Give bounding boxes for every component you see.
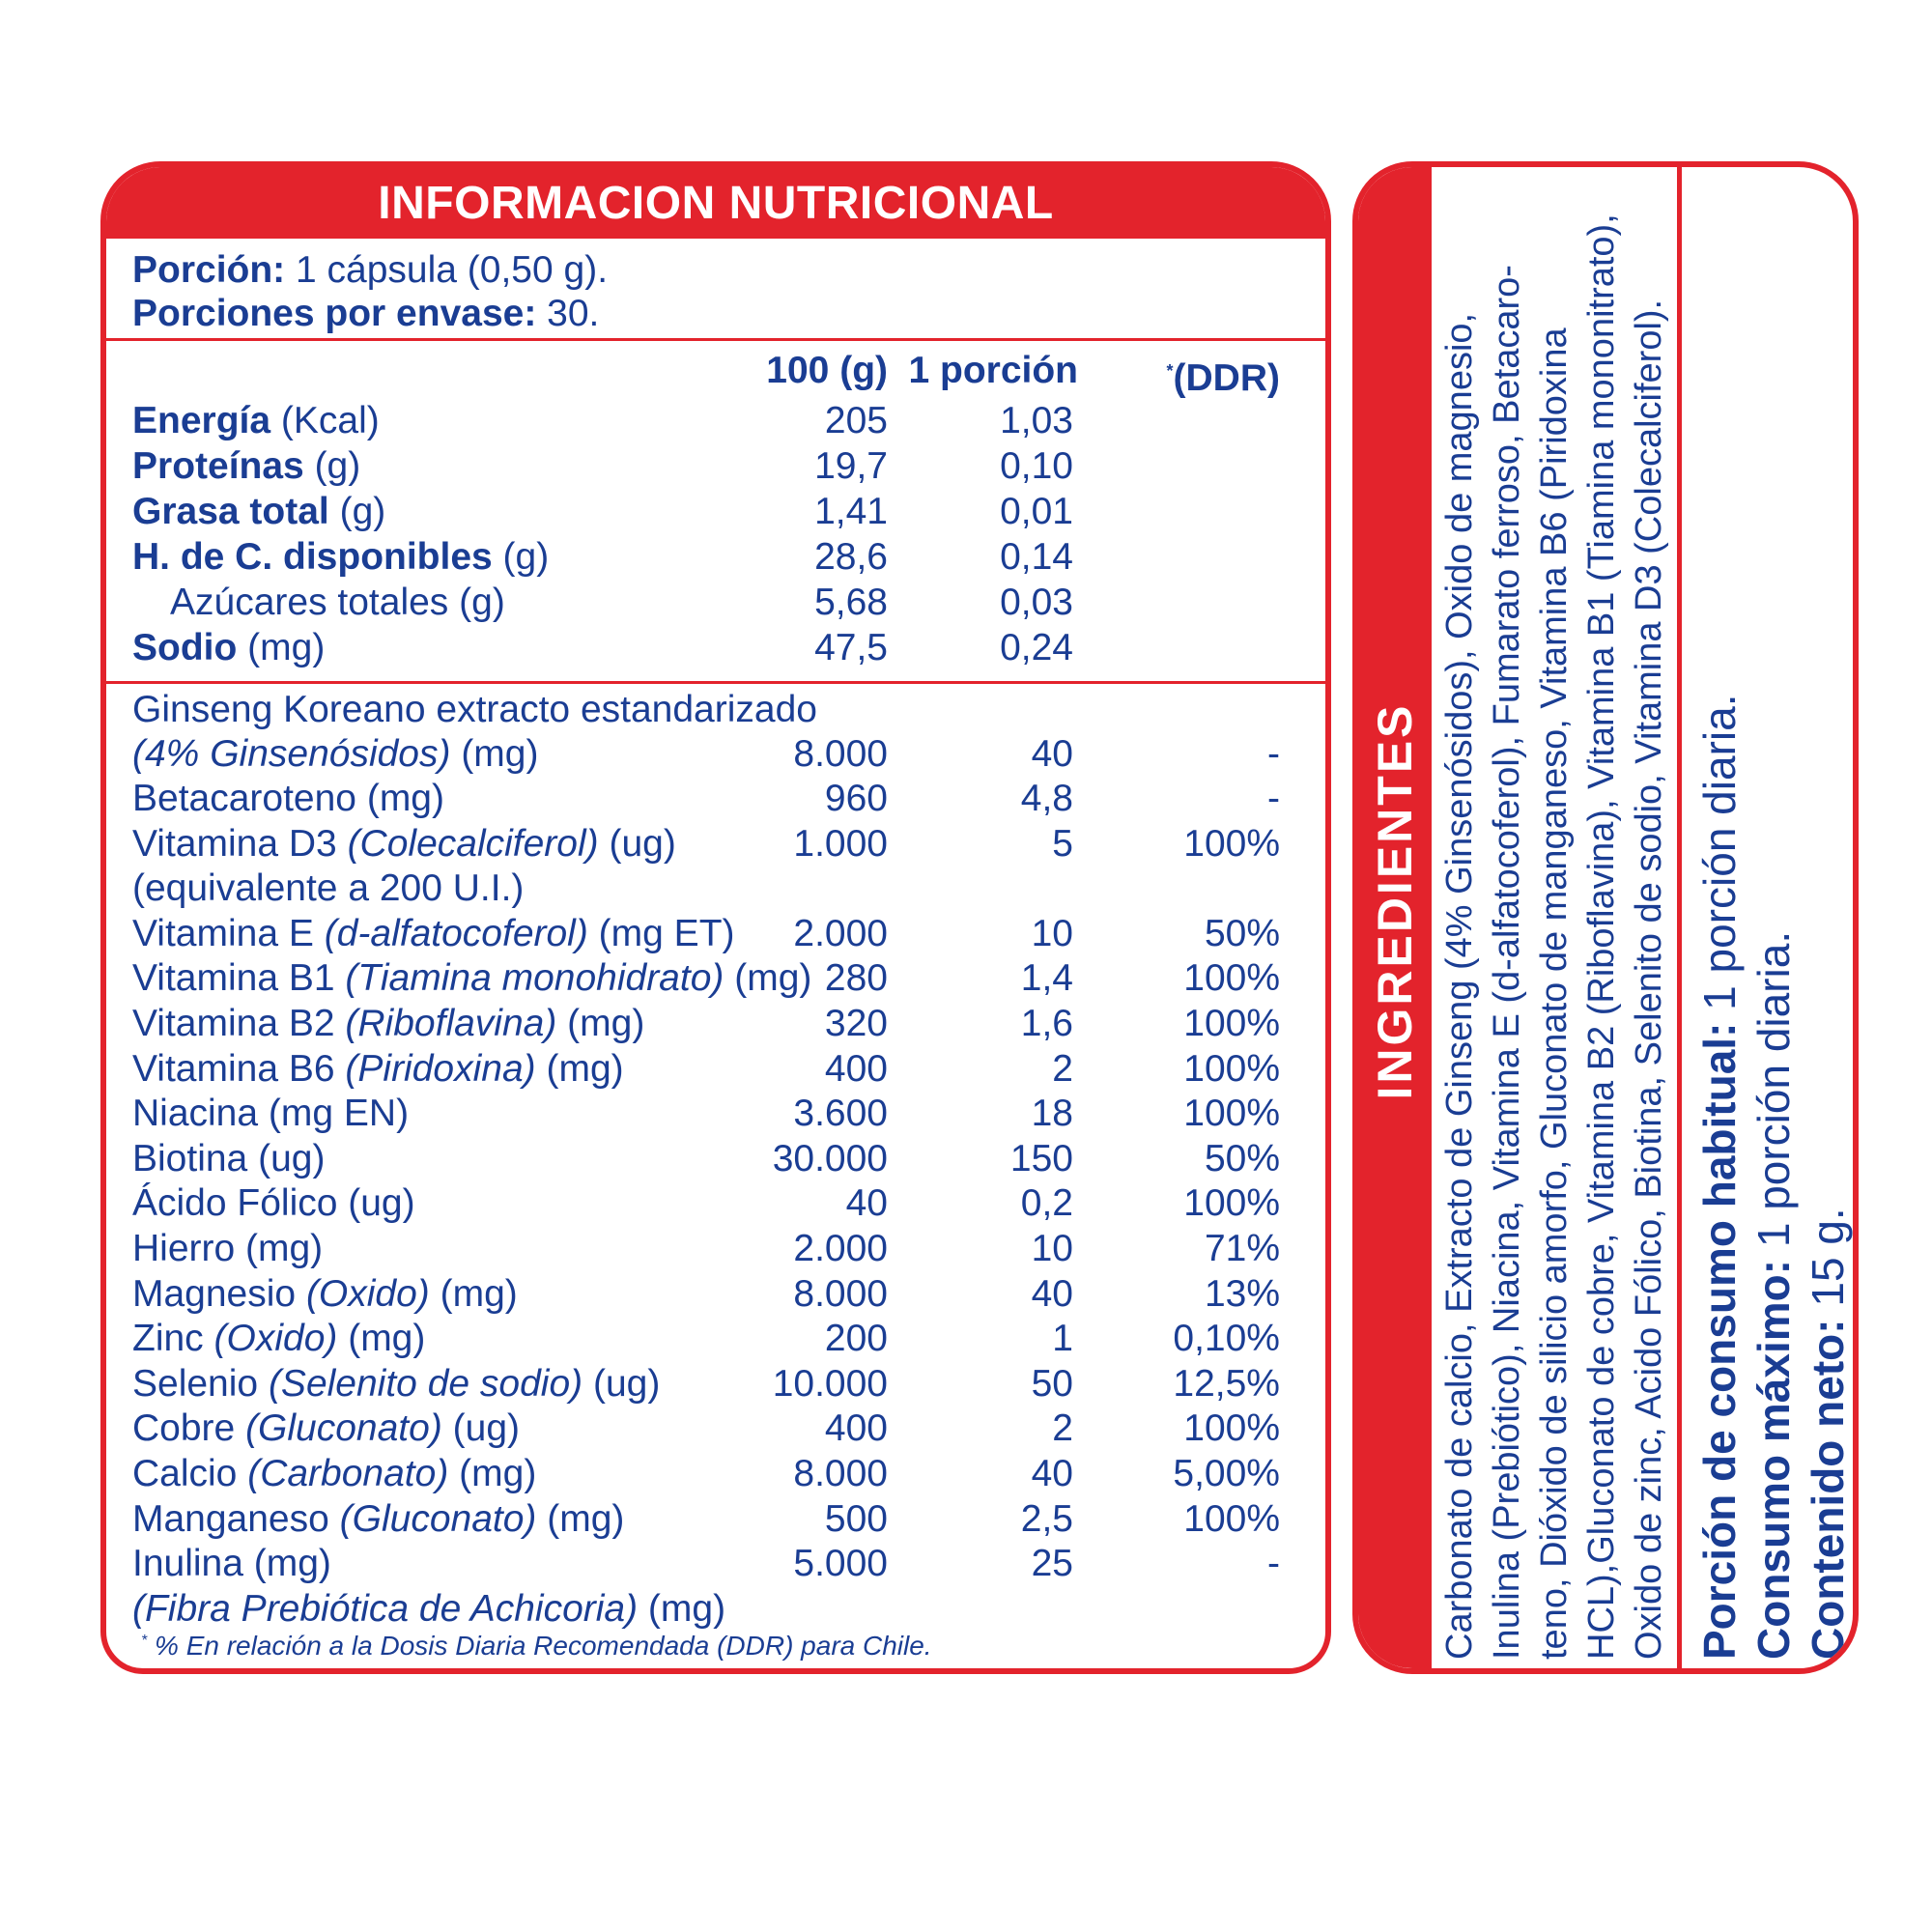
micro-unit: (mg) bbox=[638, 1587, 726, 1630]
macro-name: H. de C. disponibles bbox=[132, 536, 493, 578]
micro-italic: (d-alfatocoferol) bbox=[324, 912, 588, 954]
macro-portion: 1,03 bbox=[1000, 400, 1073, 441]
micro-ddr: 100% bbox=[1183, 1182, 1280, 1225]
column-100g: 100 (g) bbox=[766, 350, 888, 391]
micro-name: Cobre bbox=[132, 1407, 246, 1450]
micro-100g: 320 bbox=[824, 1003, 888, 1044]
portion-info bbox=[106, 239, 1325, 341]
micro-portion: 150 bbox=[1009, 1137, 1073, 1179]
net-label: Contenido neto: bbox=[1803, 1319, 1853, 1660]
macro-row bbox=[106, 399, 1325, 443]
ginseng-sublabel bbox=[132, 732, 538, 777]
macro-portion: 0,14 bbox=[1000, 536, 1073, 578]
macro-name: Energía bbox=[132, 400, 271, 441]
micro-row bbox=[106, 867, 1325, 911]
micro-italic: (Selenito de sodio) bbox=[268, 1362, 583, 1405]
column-portion: 1 porción bbox=[908, 350, 1078, 391]
micro-row bbox=[106, 1497, 1325, 1542]
micro-label bbox=[132, 1497, 624, 1542]
micro-name: Hierro (mg) bbox=[132, 1228, 324, 1269]
macro-label bbox=[170, 581, 505, 625]
ingredients-title: INGREDIENTES bbox=[1368, 702, 1422, 1100]
micro-name: Inulina (mg) bbox=[132, 1543, 331, 1585]
ginseng-row-1 bbox=[106, 688, 1325, 732]
micro-ddr: 100% bbox=[1183, 822, 1280, 865]
micro-unit: (mg) bbox=[535, 1047, 624, 1090]
micro-name: Vitamina E bbox=[132, 912, 325, 954]
micro-row bbox=[106, 1406, 1325, 1451]
footnote-asterisk: * bbox=[141, 1633, 148, 1649]
macro-name: Grasa total bbox=[132, 491, 329, 532]
max-consumption-line bbox=[1747, 931, 1801, 1660]
ginseng-ddr: - bbox=[1267, 733, 1280, 775]
micro-row bbox=[106, 777, 1325, 821]
micro-ddr: 100% bbox=[1183, 1497, 1280, 1540]
micro-label bbox=[132, 956, 811, 1001]
micro-italic: (Oxido) bbox=[213, 1318, 338, 1360]
macro-portion: 0,24 bbox=[1000, 627, 1073, 668]
micro-100g: 500 bbox=[824, 1497, 888, 1540]
macronutrients-section bbox=[106, 341, 1325, 684]
micro-italic: (Riboflavina) bbox=[345, 1003, 557, 1044]
macro-unit: (Kcal) bbox=[270, 400, 380, 441]
ginseng-portion: 40 bbox=[1031, 733, 1073, 775]
micro-row bbox=[106, 1002, 1325, 1046]
micro-ddr: 100% bbox=[1183, 1047, 1280, 1090]
micro-portion: 10 bbox=[1031, 912, 1073, 954]
nutrition-facts-panel bbox=[100, 161, 1331, 1674]
macro-portion: 0,03 bbox=[1000, 582, 1073, 623]
micro-name: Manganeso bbox=[132, 1497, 340, 1540]
micro-ddr: 100% bbox=[1183, 957, 1280, 1000]
micro-portion: 40 bbox=[1031, 1272, 1073, 1315]
macro-portion: 0,01 bbox=[1000, 491, 1073, 532]
micro-italic: (Tiamina monohidrato) bbox=[345, 957, 724, 1000]
net-value: 15 g. bbox=[1803, 1208, 1853, 1320]
micro-label bbox=[132, 1406, 520, 1451]
micro-label bbox=[132, 1587, 725, 1632]
micro-portion: 1 bbox=[1052, 1318, 1073, 1360]
micro-italic: (Piridoxina) bbox=[345, 1047, 536, 1090]
micro-unit: (mg) bbox=[556, 1003, 645, 1044]
micro-name: Vitamina D3 bbox=[132, 822, 348, 865]
micro-label bbox=[132, 1092, 409, 1136]
micro-portion: 25 bbox=[1031, 1543, 1073, 1585]
micro-ddr: 100% bbox=[1183, 1003, 1280, 1044]
macro-100g: 47,5 bbox=[814, 627, 888, 668]
macro-100g: 19,7 bbox=[814, 445, 888, 487]
micro-name: Vitamina B1 bbox=[132, 957, 346, 1000]
macro-unit: (g) bbox=[328, 491, 386, 532]
habitual-value: 1 porción diaria. bbox=[1694, 694, 1745, 1023]
macro-label bbox=[132, 444, 360, 489]
micro-row bbox=[106, 1362, 1325, 1406]
ddr-footnote bbox=[141, 1631, 932, 1662]
micro-portion: 4,8 bbox=[1020, 778, 1073, 819]
micro-unit: (mg) bbox=[448, 1453, 537, 1494]
micro-row bbox=[106, 1587, 1325, 1632]
micro-name: Calcio bbox=[132, 1453, 248, 1494]
micro-row bbox=[106, 1272, 1325, 1317]
micro-portion: 40 bbox=[1031, 1453, 1073, 1494]
micro-label bbox=[132, 1362, 660, 1406]
micro-label bbox=[132, 1542, 331, 1586]
micro-label bbox=[132, 1227, 323, 1271]
macro-100g: 28,6 bbox=[814, 536, 888, 578]
column-header-row bbox=[106, 349, 1325, 399]
macro-label bbox=[132, 626, 325, 670]
micro-row bbox=[106, 822, 1325, 867]
ingredients-line-5: Oxido de zinc, Acido Fólico, Biotina, Selenito de sodio, Vitamina D3 (Colecalciferol). bbox=[1629, 298, 1669, 1660]
macro-name: Azúcares totales (g) bbox=[170, 582, 505, 623]
ingredients-line-4: HCL),Gluconato de cobre, Vitamina B2 (Riboflavina), Vitamina B1 (Tiamina mononitrato), bbox=[1581, 213, 1622, 1660]
micro-100g: 5.000 bbox=[793, 1543, 888, 1585]
macro-100g: 5,68 bbox=[814, 582, 888, 623]
micro-ddr: 13% bbox=[1204, 1272, 1280, 1315]
macro-row bbox=[106, 626, 1325, 670]
micro-unit: (ug) bbox=[441, 1407, 521, 1450]
ginseng-100g: 8.000 bbox=[793, 733, 888, 775]
micro-100g: 400 bbox=[824, 1407, 888, 1450]
macro-unit: (g) bbox=[303, 445, 361, 487]
micro-100g: 2.000 bbox=[793, 912, 888, 954]
micro-italic: (Gluconato) bbox=[245, 1407, 442, 1450]
micro-italic: (Colecalciferol) bbox=[347, 822, 599, 865]
micro-100g: 280 bbox=[824, 957, 888, 1000]
micro-unit: (ug) bbox=[598, 822, 676, 865]
micro-row bbox=[106, 1452, 1325, 1496]
macro-label bbox=[132, 490, 385, 534]
micro-100g: 2.000 bbox=[793, 1228, 888, 1269]
micro-name: Selenio bbox=[132, 1362, 269, 1405]
micro-name: Zinc bbox=[132, 1318, 214, 1360]
micro-portion: 10 bbox=[1031, 1228, 1073, 1269]
micro-unit: (mg) bbox=[536, 1497, 625, 1540]
macro-name: Proteínas bbox=[132, 445, 304, 487]
ginseng-italic: (4% Ginsenósidos) bbox=[132, 733, 451, 775]
macro-unit: (mg) bbox=[237, 627, 326, 668]
micro-unit: (ug) bbox=[582, 1362, 661, 1405]
micro-portion: 2,5 bbox=[1020, 1497, 1073, 1540]
footnote-text: % En relación a la Dosis Diaria Recomendada (DDR) para Chile. bbox=[147, 1631, 932, 1661]
micro-italic: (Oxido) bbox=[305, 1272, 430, 1315]
ingredients-line-1: Carbonato de calcio, Extracto de Ginseng (4% Ginsenósidos), Oxido de magnesio, bbox=[1439, 312, 1480, 1660]
micro-unit: (mg) bbox=[724, 957, 812, 1000]
ginseng-row-2 bbox=[106, 732, 1325, 777]
micro-name: Vitamina B2 bbox=[132, 1003, 346, 1044]
macro-row bbox=[106, 581, 1325, 625]
micro-label bbox=[132, 867, 524, 911]
micro-100g: 10.000 bbox=[772, 1362, 888, 1405]
micro-row bbox=[106, 1542, 1325, 1586]
micro-label bbox=[132, 822, 676, 867]
portion-label: Porción: bbox=[132, 249, 286, 291]
micro-name: Niacina (mg EN) bbox=[132, 1093, 410, 1135]
micro-ddr: 0,10% bbox=[1173, 1318, 1280, 1360]
servings-line bbox=[132, 292, 1325, 335]
micro-ddr: 100% bbox=[1183, 1093, 1280, 1135]
ingredients-line-2: Inulina (Prebiótico), Niacina, Vitamina E (d-alfatocoferol), Fumarato ferroso, Betacaro- bbox=[1487, 265, 1527, 1660]
micro-ddr: 50% bbox=[1204, 912, 1280, 954]
micro-name: Biotina (ug) bbox=[132, 1137, 326, 1179]
micro-portion: 1,6 bbox=[1020, 1003, 1073, 1044]
micro-portion: 50 bbox=[1031, 1362, 1073, 1405]
ingredients-panel bbox=[1352, 161, 1859, 1674]
micro-label bbox=[132, 1047, 624, 1092]
micro-portion: 0,2 bbox=[1020, 1182, 1073, 1225]
ddr-label: (DDR) bbox=[1173, 357, 1280, 399]
micro-portion: 18 bbox=[1031, 1093, 1073, 1135]
habitual-portion-line bbox=[1692, 695, 1747, 1660]
micro-portion: 2 bbox=[1052, 1407, 1073, 1450]
micro-label bbox=[132, 1452, 536, 1496]
ingredients-line-3: teno, Dióxido de silicio amorfo, Gluconato de manganeso, Vitamina B6 (Piridoxina bbox=[1534, 327, 1575, 1660]
micro-unit: (mg) bbox=[337, 1318, 426, 1360]
micro-label bbox=[132, 1002, 644, 1046]
micro-ddr: 5,00% bbox=[1173, 1453, 1280, 1494]
macro-row bbox=[106, 490, 1325, 534]
macro-portion: 0,10 bbox=[1000, 445, 1073, 487]
macro-unit: (g) bbox=[492, 536, 550, 578]
portion-value: 1 cápsula (0,50 g). bbox=[285, 249, 609, 291]
nutrition-title: INFORMACION NUTRICIONAL bbox=[106, 167, 1325, 239]
micro-100g: 40 bbox=[845, 1182, 888, 1225]
micro-name: Vitamina B6 bbox=[132, 1047, 346, 1090]
servings-label: Porciones por envase: bbox=[132, 293, 537, 334]
micro-ddr: 12,5% bbox=[1173, 1362, 1280, 1405]
micro-label bbox=[132, 1317, 425, 1361]
micro-portion: 1,4 bbox=[1020, 957, 1073, 1000]
servings-value: 30. bbox=[536, 293, 600, 334]
micro-100g: 400 bbox=[824, 1047, 888, 1090]
micro-row bbox=[106, 1137, 1325, 1181]
macro-row bbox=[106, 444, 1325, 489]
micro-100g: 3.600 bbox=[793, 1093, 888, 1135]
micro-label bbox=[132, 1181, 415, 1226]
micro-unit: (mg) bbox=[429, 1272, 518, 1315]
column-ddr bbox=[1167, 349, 1280, 401]
habitual-label: Porción de consumo habitual: bbox=[1694, 1022, 1745, 1660]
micro-row bbox=[106, 1181, 1325, 1226]
macro-label bbox=[132, 535, 549, 580]
micro-ddr: 100% bbox=[1183, 1407, 1280, 1450]
micro-ddr: - bbox=[1267, 1543, 1280, 1585]
ingredients-divider bbox=[1677, 167, 1682, 1668]
micro-name: Magnesio bbox=[132, 1272, 306, 1315]
ddr-asterisk: * bbox=[1166, 361, 1174, 381]
micro-100g: 8.000 bbox=[793, 1453, 888, 1494]
micro-name: (equivalente a 200 U.I.) bbox=[132, 867, 525, 910]
micro-label bbox=[132, 1272, 518, 1317]
portion-line bbox=[132, 248, 1325, 292]
micro-100g: 30.000 bbox=[772, 1137, 888, 1179]
micro-unit: (mg ET) bbox=[587, 912, 735, 954]
micro-ddr: - bbox=[1267, 778, 1280, 819]
micro-name: Ácido Fólico (ug) bbox=[132, 1182, 415, 1225]
micro-row bbox=[106, 1047, 1325, 1092]
ginseng-label: Ginseng Koreano extracto estandarizado bbox=[132, 689, 817, 730]
macro-100g: 205 bbox=[824, 400, 888, 441]
micro-100g: 200 bbox=[824, 1318, 888, 1360]
macro-100g: 1,41 bbox=[814, 491, 888, 532]
micro-row bbox=[106, 956, 1325, 1001]
micro-name: Betacaroteno (mg) bbox=[132, 778, 444, 819]
micro-row bbox=[106, 1227, 1325, 1271]
micro-label bbox=[132, 912, 735, 956]
micro-italic: (Fibra Prebiótica de Achicoria) bbox=[132, 1587, 639, 1630]
micro-100g: 960 bbox=[824, 778, 888, 819]
macro-label bbox=[132, 399, 380, 443]
max-label: Consumo máximo: bbox=[1748, 1259, 1799, 1660]
micro-label bbox=[132, 777, 444, 821]
micro-ddr: 50% bbox=[1204, 1137, 1280, 1179]
max-value: 1 porción diaria. bbox=[1748, 930, 1799, 1260]
micro-row bbox=[106, 912, 1325, 956]
net-content-line bbox=[1801, 1208, 1855, 1660]
micro-row bbox=[106, 1317, 1325, 1361]
macro-name: Sodio bbox=[132, 627, 238, 668]
micro-100g: 1.000 bbox=[793, 822, 888, 865]
micro-italic: (Carbonato) bbox=[247, 1453, 449, 1494]
ginseng-unit: (mg) bbox=[450, 733, 539, 775]
micro-label bbox=[132, 1137, 325, 1181]
macro-row bbox=[106, 535, 1325, 580]
micro-portion: 2 bbox=[1052, 1047, 1073, 1090]
micro-100g: 8.000 bbox=[793, 1272, 888, 1315]
micro-ddr: 71% bbox=[1204, 1228, 1280, 1269]
micro-row bbox=[106, 1092, 1325, 1136]
micro-italic: (Gluconato) bbox=[339, 1497, 537, 1540]
micro-portion: 5 bbox=[1052, 822, 1073, 865]
